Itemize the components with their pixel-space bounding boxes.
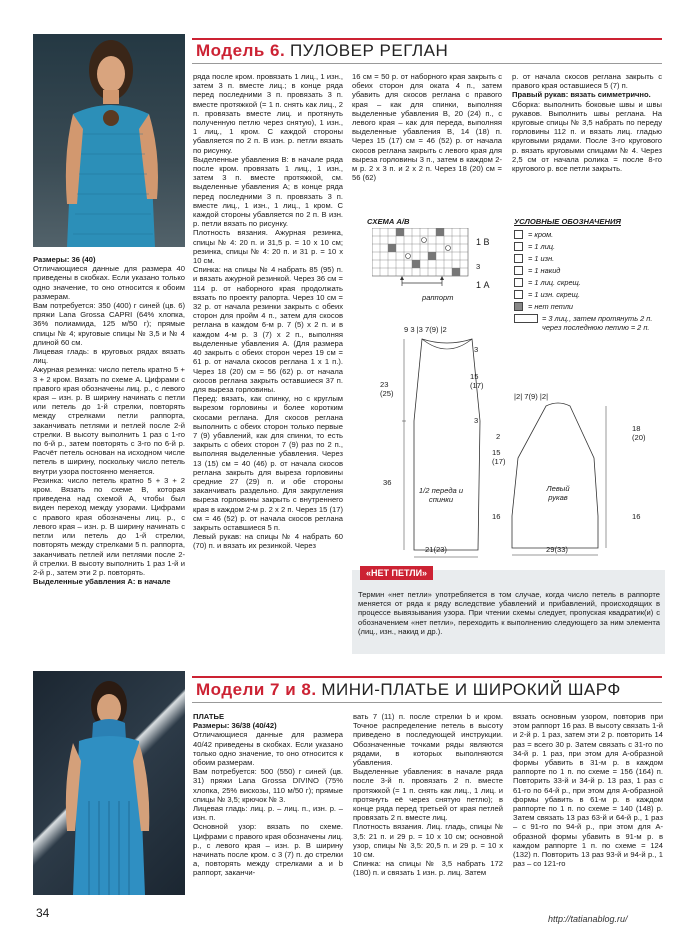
front-center-label: 1/2 переда и спинки [418, 486, 464, 504]
scheme-grid [372, 228, 472, 292]
scheme-title: СХЕМА А/В [367, 217, 410, 226]
model78-col3 [513, 712, 663, 868]
front-dim-armhole: 23 (25) [380, 380, 394, 398]
legend-edge-icon [514, 230, 523, 239]
model78-title-name: МИНИ-ПЛАТЬЕ И ШИРОКИЙ ШАРФ [321, 680, 621, 699]
model78-photo-figure [33, 671, 185, 895]
model6-col4-p2: Сборка: выполнить боковые швы и швы рукавов. Выполнить швы реглана. На круговые спицы № 3,5 набрать по переду горловины 112 п. и вязать лиц. гладью круговыми рядами. После 3-го кругового р. вязать круговыми спицами № 4. Через 2,5 см от начала ролика = после 8-го кругового р. все петли закрыть. [512, 99, 662, 174]
model6-col1-p2: Лицевая гладь: в круговых рядах вязать лиц. [33, 347, 185, 366]
model6-col2-p2: Плотность вязания. Ажурная резинка, спицы № 4: 20 п. и 31,5 р. = 10 x 10 см; резинка, спицы № 4: 20 п. и 31 р. = 10 x 10 см. [193, 228, 343, 266]
model6-col2-p4: Перед: вязать, как спинку, но с круглым вырезом горловины и более коротким скосами реглана. Для скосов реглана выполнить с обеих сторон только первые 7 (9) убавлений, как для спинки, то есть закрыть с обеих сторон 7 (9) раз по 2 п., выполняя выделенные убавления. Через 13 (15) см = 40 (46) р. от начала скосов реглана закрыть для выреза горловины средние 27 (29) п. и обе стороны заканчивать раздельно. Для закругления выреза горловины закрыть с внутреннего края в каждом 2-м р. 2 x 2 п. Через 15 (17) см = 46 (52) р. от начала скосов реглана закрыть оставшиеся 5 п. [193, 394, 343, 532]
model6-col1-p3: Ажурная резинка: число петель кратно 5 + 3 + 2 кром. Вязать по схеме А. Цифрами с правого края обозначены лиц. р., с левого края – изн. р. В ширину начинать с петли или петель до 1-й стрелки, повторять между стрелками петли раппорта, заканчивать петлями и петлей после 2-й стрелки. В высоту выполнить 1 раз с 1-го по 6-й р., затем повторять с 3-го по 6-й р. Расчёт петель основан на исходном числе петель в ширину, поскольку число петель внутри узора постоянно меняется. [33, 365, 185, 476]
model6-col1-p4: Резинка: число петель кратно 5 + 3 + 2 кром. Вязать по схеме В, которая приведена над схемой А, чтобы был виден переход между узорами. Цифрами с правого края обозначены лиц. р., с левого края – изн. р. В ширину начинать с петли или петель до 1-й стрелки, повторять между стрелками 5 п. раппорта, заканчивать петлей или петлями после 2-й стрелки. В высоту выполнить 1 раз 1-й и 2-й р., затем эти 2 р. повторять. [33, 475, 185, 577]
model78-col1-p1: Размеры: 36/38 (40/42) [193, 721, 277, 731]
front-dim-num3a: 3 [474, 345, 479, 354]
footer-url[interactable]: http://tatianablog.ru/ [548, 914, 628, 924]
model78-col3-p0: вязать основным узором, повторив при этом раппорт 16 раз. В высоту связать 1-й и 2-й р. 1 раз, затем эти 2 р. повторить 14 раз = всего 30 р. Затем связать с 31-го по 34-й р. 1 раз, при этом для А-образной формы убавить в 31-м р. в каждом раппорте по 1 п. по схеме = 156 (164) п. Повторить 33-й и 34-й р. 13 раз, 1 раз с 61-го по 64-й р., при этом для А-образной формы убавить в 61-м р. в каждом раппорте по 1 п. по схеме = 140 (148) р. Затем связать 13 раз 63-й и 64-й р., 1 раз – с 91-го по 94-й р., при этом для А-образной формы убавить в 91-м р. в каждом раппорте 1 п. по схеме = 124 (132) п. Повторить 13 раз 93-й и 94-й р., 1 раз – со 121-го [513, 712, 663, 869]
legend-no-stitch-icon [514, 302, 523, 311]
model78-col1-p4: Лицевая гладь: лиц. р. – лиц. п., изн. р. – изн. п. [193, 804, 343, 823]
model78-col2-p1: Выделенные убавления: в начале ряда после 3-й п. провязать 2 п. вместе протяжкой (= 1 п. снять как лиц., 1 лиц. и протянуть её через снятую петлю); в конце ряда перед третьей от края петлей провязать 2 п. вместе лиц. [353, 767, 503, 823]
model6-col2-p3: Спинка: на спицы № 4 набрать 85 (95) п. и вязать ажурной резинкой. Через 36 см = 114 р. от наборного края продолжать вязать по проекту рапорта. Через 10 см = 32 р. от начала резинки закрыть с обеих сторон для пройм 4 п., затем для скосов реглана в каждом 6-м р. 7 (5) x 2 п. и в каждом 4-м р. 3 (7) x 2 п., выполняя выделенные убавления А. (Для размера 40 закрыть с обеих сторон через 19 см = 61 р. от начала скосов реглана 1 x 1 п.). Через 18 (20) см = 56 (62) р. от начала скосов реглана закрыть оставшиеся 37 п. для выреза горловины. [193, 265, 343, 394]
front-dim-num3b: 3 [474, 416, 479, 425]
model78-col1-p2: Отличающиеся данные для размера 40/42 приведены в скобках. Если указано только одно значение, то оно относится к обоим размерам. [193, 730, 343, 768]
sleeve-dim-num2: 2 [496, 432, 501, 441]
legend-item-0: = кром. [528, 230, 554, 239]
model6-col3-p0: 16 см = 50 р. от наборного края закрыть с обеих сторон для оката 4 п., затем убавить для скосов реглана с правого края – как для спинки, выполняя выделенные убавления В, 20 (24) п., с левого края – как для переда, выполняя выделенные убавления В, 14 (18) п. Через 15 (17) см = 46 (52) р. от начала скосов реглана закрыть с левого края для выреза горловины 3 п., затем в каждом 2-м р. 2 x 3 п. и 2 x 2 п. Через 18 (20) см = 56 (62) [352, 72, 502, 183]
scheme-rapport: раппорт [422, 293, 454, 302]
sleeve-dim-top: |2| 7(9) |2| [514, 392, 549, 401]
model6-col2-p1: Выделенные убавления В: в начале ряда после кром. провязать 1 лиц., 1 изн., затем 3 п. вместе протяжкой, см. выделенные убавления А; в конце ряда перед последними 3 п. провязать 3 п. вместе лиц., 1 изн., 1 лиц., 1 кром. С каждой стороны убавляется по 2 п. В изн. р. петли вязать по рисунку. [193, 154, 343, 229]
legend-knit-twist-icon [514, 278, 523, 287]
no-stitch-info-text: Термин «нет петли» употребляется в том случае, когда число петель в раппорте меняется от ряда к ряду вследствие убавлений и прибавлений, происходящих в процессе вывязывания узора. При чтении схемы следует, пропуская квадратик(и) с обозначением «нет петли», переходить к выполнению следующего за ним элемента (лиц., изн., накид и др.). [358, 590, 660, 636]
model6-col2-p5: Левый рукав: на спицы № 4 набрать 60 (70) п. и вязать их резинкой. Через [193, 532, 343, 551]
scheme-row-label-2: 3 [476, 262, 481, 271]
sleeve-dim-bottom: 29(33) [546, 545, 568, 554]
model6-title [196, 41, 448, 61]
sleeve-schematic [498, 398, 618, 558]
legend-item-1: = 1 лиц. [528, 242, 556, 251]
model6-photo [33, 34, 185, 247]
sleeve-dim-r2: 16 [632, 512, 641, 521]
model6-title-name: ПУЛОВЕР РЕГЛАН [289, 41, 449, 60]
model6-col1 [33, 255, 185, 586]
model78-title-rule [192, 676, 662, 678]
model6-title-rule [192, 38, 662, 40]
page-number: 34 [36, 906, 50, 920]
legend-title: УСЛОВНЫЕ ОБОЗНАЧЕНИЯ [514, 217, 621, 226]
sleeve-dim-l1: 15 (17) [492, 448, 506, 466]
model6-col4-p0: р. от начала скосов реглана закрыть с правого края оставшиеся 5 (7) п. [512, 72, 662, 91]
model78-col1-p5: Основной узор: вязать по схеме. Цифрами с правого края обозначены лиц. р., с левого края – изн. р. В ширину начинать после кром. с 3 (7) п. до стрелки а, повторять между стрелками а и b раппорт, заканчи- [193, 822, 343, 878]
legend-purl-icon [514, 254, 523, 263]
model78-title-underline [192, 702, 662, 703]
model78-col2 [353, 712, 503, 878]
no-stitch-info-title: «НЕТ ПЕТЛИ» [360, 566, 433, 580]
front-dim-bottom: 21(23) [425, 545, 447, 554]
legend-purl-twist-icon [514, 290, 523, 299]
sleeve-dim-l2: 16 [492, 512, 501, 521]
model6-col1-p0: Отличающиеся данные для размера 40 приведены в скобках. Если указано только одно значение, то оно относится к обоим размерам. [33, 264, 185, 301]
legend-item-4: = 1 лиц. скрещ. [528, 278, 581, 287]
sleeve-center-label: Левый рукав [546, 484, 570, 502]
front-dim-side1: 15 (17) [470, 372, 484, 390]
model6-col4 [512, 72, 662, 173]
model6-col1-p5: Выделенные убавления А: в начале [33, 577, 171, 587]
legend-item-6: = нет петли [528, 302, 574, 311]
model6-col2 [193, 72, 343, 551]
legend-yarnover-icon [514, 266, 523, 275]
legend-item-2: = 1 изн. [528, 254, 555, 263]
legend-knit-icon [514, 242, 523, 251]
model6-col2-p0: ряда после кром. провязать 1 лиц., 1 изн., затем 3 п. вместе лиц.; в конце ряда перед последними 3 п. провязать 3 п. вместе протяжкой (= 1 п. снять как лиц., 2 п. провязать вместе лиц. и протянуть полученную петлю через снятую), 1 изн., 1 лиц., 1 кром. С каждой стороны убавляется по 2 п. В изн. р. петли вязать по рисунку. [193, 72, 343, 155]
legend-decrease-icon [514, 314, 538, 323]
model6-title-num: Модель 6. [196, 41, 286, 60]
model78-col1-p0: ПЛАТЬЕ [193, 712, 225, 721]
model78-col1-p3: Вам потребуется: 500 (550) г синей (цв. 31) пряжи Lana Grossa DIVINO (75% хлопка, 25% вискозы, 110 м/50 г); прямые спицы № 3,5; крючок № 3. [193, 767, 343, 804]
model78-title-num: Модели 7 и 8. [196, 680, 317, 699]
legend-item-3: = 1 накид [528, 266, 561, 275]
model78-col2-p0: вать 7 (11) п. после стрелки b и кром. Точное распределение петель в высоту приведено в последующей инструкции. Обозначенные точками ряды являются рядами, в которых выполняются убавления. [353, 712, 503, 768]
model6-sizes: Размеры: 36 (40) [33, 255, 96, 264]
model6-col4-p1: Правый рукав: вязать симметрично. [512, 90, 651, 100]
model6-col3 [352, 72, 502, 182]
model78-title [196, 680, 621, 700]
legend-item-5: = 1 изн. скрещ. [528, 290, 581, 299]
front-dim-top: 9 3 |3 7(9) |2 [404, 325, 447, 334]
scheme-row-label-1: 1 В [476, 237, 490, 247]
front-dim-side2: 36 [383, 478, 392, 487]
model78-col1 [193, 712, 343, 878]
model78-col2-p3: Спинка: на спицы № 3,5 набрать 172 (180) п. и связать 1 изн. р. лиц. Затем [353, 859, 503, 878]
scheme-row-label-3: 1 А [476, 280, 490, 290]
model6-title-underline [192, 63, 662, 64]
model78-col2-p2: Плотность вязания. Лиц. гладь, спицы № 3,5: 21 п. и 29 р. = 10 x 10 см; основной узор, спицы № 3,5: 20,5 п. и 29 р. = 10 x 10 см. [353, 822, 503, 860]
legend-item-7: = 3 лиц., затем протянуть 2 п. через последнюю петлю = 2 п. [542, 314, 653, 332]
front-back-schematic [392, 325, 492, 560]
model78-photo [33, 671, 185, 895]
model6-col1-p1: Вам потребуется: 350 (400) г синей (цв. 6) пряжи Lana Grossa CAPRI (64% хлопка, 36% полиамида, 125 м/50 г); прямые спицы № 4; круговые спицы № 3,5 и № 4 длиной 60 см. [33, 301, 185, 347]
sleeve-dim-r1: 18 (20) [632, 424, 646, 442]
model6-photo-figure [33, 34, 185, 247]
